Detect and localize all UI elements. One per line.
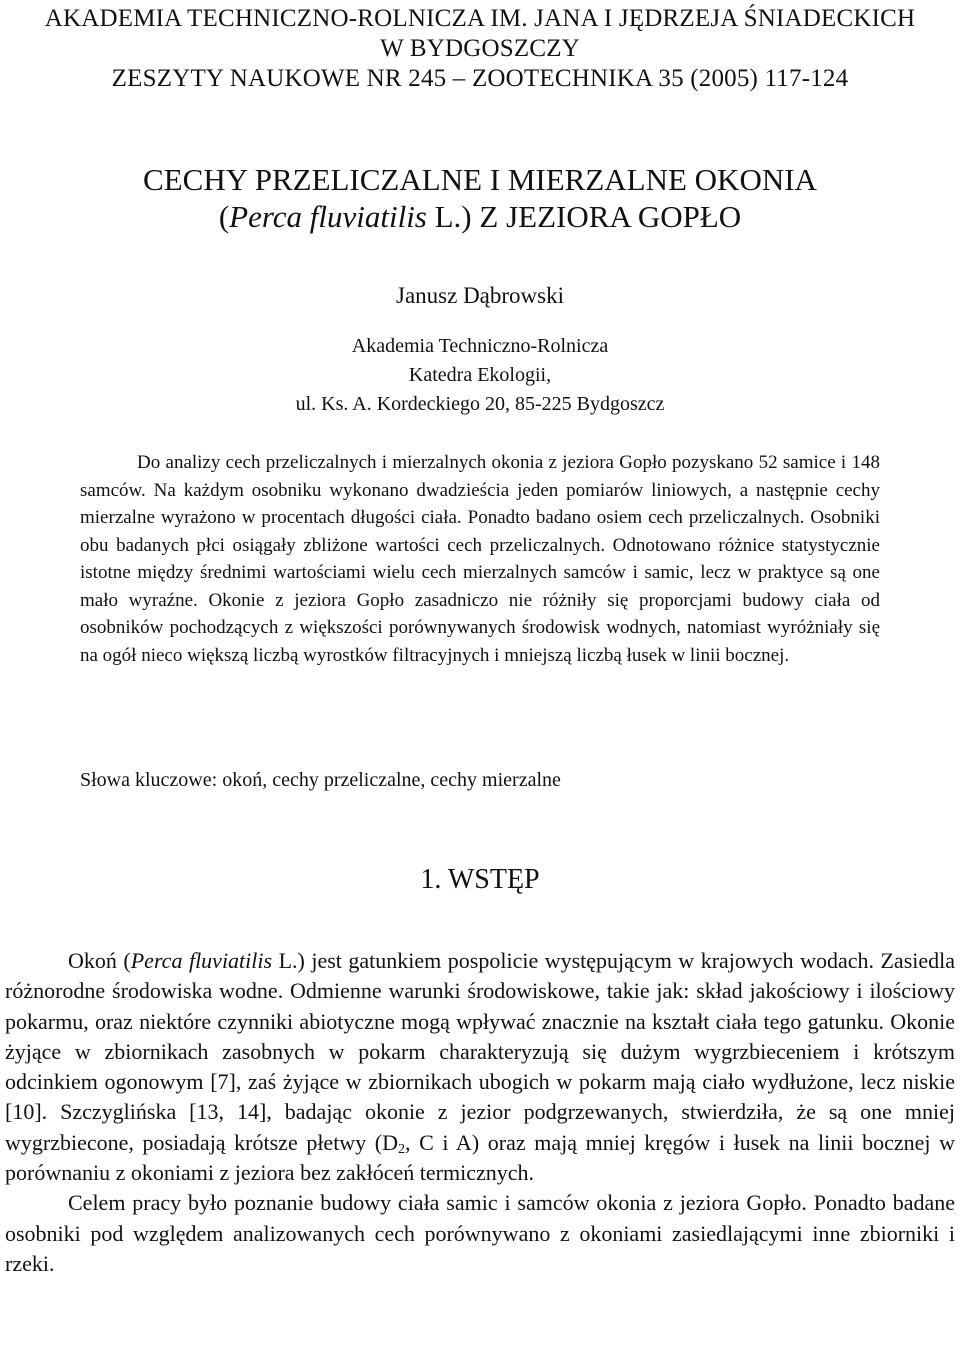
abstract: Do analizy cech przeliczalnych i mierzalnych okonia z jeziora Gopło pozyskano 52 samice i 148 samców. Na każdym osobniku wykonano dwadzieścia jeden pomiarów liniowych, a następnie cechy mierzalne wyrażono w procentach długości ciała. Ponadto badano osiem cech przeliczalnych. Osobniki obu badanych płci osiągały zbliżone wartości cech przeliczalnych. Odnotowano różnice statystycznie istotne między średnimi wartościami wielu cech mierzalnych samców i samic, lecz w praktyce są one mało wyraźne. Okonie z jeziora Gopło zasadniczo nie różniły się proporcjami budowy ciała od osobników pochodzących z większości porównywanych środowisk wodnych, natomiast wyróżniały się na ogół nieco większą liczbą wyrostków filtracyjnych i mniejszą liczbą łusek w linii bocznej. — [80, 452, 880, 666]
section-heading: 1. WSTĘP — [420, 864, 540, 895]
title-open-paren: ( — [218, 199, 230, 234]
title-species: Perca fluviatilis — [229, 199, 427, 234]
header-institution: AKADEMIA TECHNICZNO-ROLNICZA IM. JANA I JĘDRZEJA ŚNIADECKICH — [44, 5, 916, 32]
body-p1-species: Perca fluviatilis — [130, 948, 273, 973]
keywords: Słowa kluczowe: okoń, cechy przeliczalne, cechy mierzalne — [80, 769, 561, 791]
affiliation-line-1: Akademia Techniczno-Rolnicza — [351, 335, 609, 357]
body-p1-subscript: 2 — [398, 1141, 406, 1157]
author-name: Janusz Dąbrowski — [396, 283, 564, 308]
journal-header — [0, 4, 960, 94]
body-paragraph-1 — [5, 946, 955, 1188]
affiliation — [0, 332, 960, 419]
header-city: W BYDGOSZCZY — [380, 35, 580, 62]
body-p1-c: , C i A) oraz mają mniej kręgów i łusek na linii bocznej w porównaniu z okoniami z jeziora bez zakłóceń termicznych. — [5, 1129, 955, 1186]
title-line-2-rest: L.) Z JEZIORA GOPŁO — [426, 199, 742, 234]
affiliation-line-2: Katedra Ekologii, — [408, 364, 552, 386]
body-text — [5, 946, 955, 1279]
title-line-1: CECHY PRZELICZALNE I MIERZALNE OKONIA — [143, 162, 817, 197]
body-paragraph-2: Celem pracy było poznanie budowy ciała samic i samców okonia z jeziora Gopło. Ponadto badane osobniki pod względem analizowanych cech porównywano z okoniami zasiedlającymi inne zbiorniki i rzeki. — [5, 1190, 955, 1276]
title-line-2 — [0, 198, 960, 235]
header-journal: ZESZYTY NAUKOWE NR 245 – ZOOTECHNIKA 35 (2005) 117-124 — [111, 65, 849, 92]
article-title — [0, 161, 960, 235]
body-p1-a: Okoń ( — [68, 948, 131, 973]
affiliation-line-3: ul. Ks. A. Kordeckiego 20, 85-225 Bydgoszcz — [295, 393, 665, 415]
body-p1-b: L.) jest gatunkiem pospolicie występującym w krajowych wodach. Zasiedla różnorodne środowiska wodne. Odmienne warunki środowiskowe, takie jak: skład jakościowy i ilościowy pokarmu, oraz niektóre czynniki abiotyczne mogą wpływać znacznie na kształt ciała tego gatunku. Okonie żyjące w zbiornikach zasobnych w pokarm charakteryzują się dużym wygrzbieceniem i krótszym odcinkiem ogonowym [7], zaś żyjące w zbiornikach ubogich w pokarm mają ciało wydłużone, lecz niskie [10]. Szczyglińska [13, 14], badając okonie z jezior podgrzewanych, stwierdziła, że są one mniej wygrzbiecone, posiadają krótsze płetwy (D — [5, 948, 956, 1155]
